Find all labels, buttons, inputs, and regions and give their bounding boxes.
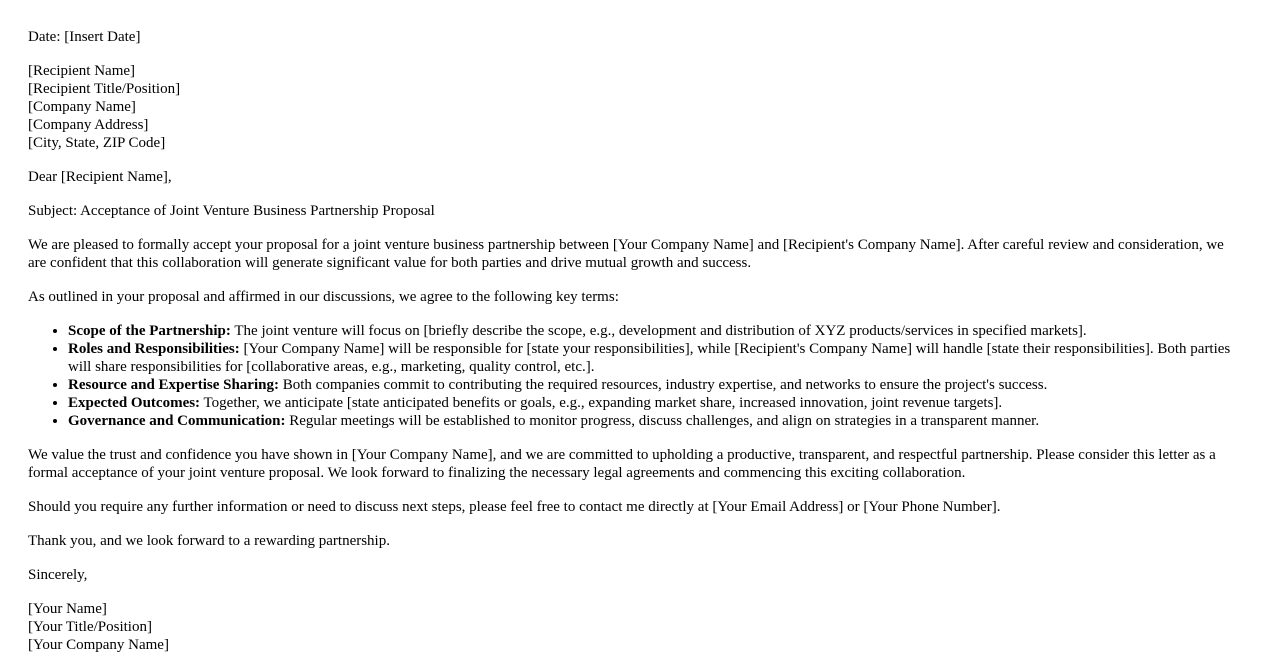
recipient-address: [Company Address] xyxy=(28,117,149,133)
term-text: Together, we anticipate [state anticipated benefits or goals, e.g., expanding market share, increased innovation, joint revenue targets]. xyxy=(200,395,1003,411)
recipient-title: [Recipient Title/Position] xyxy=(28,81,181,97)
closing: Sincerely, xyxy=(28,567,88,583)
recipient-company: [Company Name] xyxy=(28,99,136,115)
recipient-address-block xyxy=(28,62,1238,152)
list-item-roles xyxy=(68,340,1238,376)
subject-line: Subject: Acceptance of Joint Venture Business Partnership Proposal xyxy=(28,203,435,219)
list-item-scope xyxy=(68,322,1238,340)
contact-paragraph: Should you require any further information or need to discuss next steps, please feel free to contact me directly at [Your Email Address] or [Your Phone Number]. xyxy=(28,499,1001,515)
value-paragraph: We value the trust and confidence you have shown in [Your Company Name], and we are committed to upholding a productive, transparent, and respectful partnership. Please consider this letter as a formal acceptance of your joint venture proposal. We look forward to finalizing the necessary legal agreements and commencing this exciting collaboration. xyxy=(28,447,1216,481)
thanks-paragraph: Thank you, and we look forward to a rewarding partnership. xyxy=(28,533,390,549)
recipient-name: [Recipient Name] xyxy=(28,63,136,79)
salutation: Dear [Recipient Name], xyxy=(28,169,172,185)
list-item-resources xyxy=(68,376,1238,394)
sender-name: [Your Name] xyxy=(28,601,107,617)
term-title: Governance and Communication: xyxy=(68,413,286,429)
date-line: Date: [Insert Date] xyxy=(28,29,141,45)
list-item-governance xyxy=(68,412,1238,430)
list-item-outcomes xyxy=(68,394,1238,412)
term-title: Scope of the Partnership: xyxy=(68,323,231,339)
letter-document xyxy=(28,28,1238,654)
term-text: [Your Company Name] will be responsible for [state your responsibilities], while [Recipient's Company Name] will handle [state their responsibilities]. Both parties will share responsibilities for [collaborative areas, e.g., marketing, quality control, etc.]. xyxy=(68,341,1231,375)
signature-block xyxy=(28,600,1238,654)
term-text: Regular meetings will be established to monitor progress, discuss challenges, and align on strategies in a transparent manner. xyxy=(285,413,1040,429)
sender-company: [Your Company Name] xyxy=(28,637,169,653)
term-title: Resource and Expertise Sharing: xyxy=(68,377,279,393)
sender-title: [Your Title/Position] xyxy=(28,619,152,635)
term-title: Roles and Responsibilities: xyxy=(68,341,240,357)
terms-intro: As outlined in your proposal and affirmed in our discussions, we agree to the following key terms: xyxy=(28,289,619,305)
term-text: The joint venture will focus on [briefly describe the scope, e.g., development and distribution of XYZ products/services in specified markets]. xyxy=(230,323,1087,339)
term-title: Expected Outcomes: xyxy=(68,395,201,411)
intro-paragraph: We are pleased to formally accept your proposal for a joint venture business partnership between [Your Company Name] and [Recipient's Company Name]. After careful review and consideration, we are confident that this collaboration will generate significant value for both parties and drive mutual growth and success. xyxy=(28,237,1224,271)
recipient-city-state-zip: [City, State, ZIP Code] xyxy=(28,135,166,151)
key-terms-list xyxy=(28,322,1238,430)
term-text: Both companies commit to contributing the required resources, industry expertise, and networks to ensure the project's success. xyxy=(278,377,1048,393)
